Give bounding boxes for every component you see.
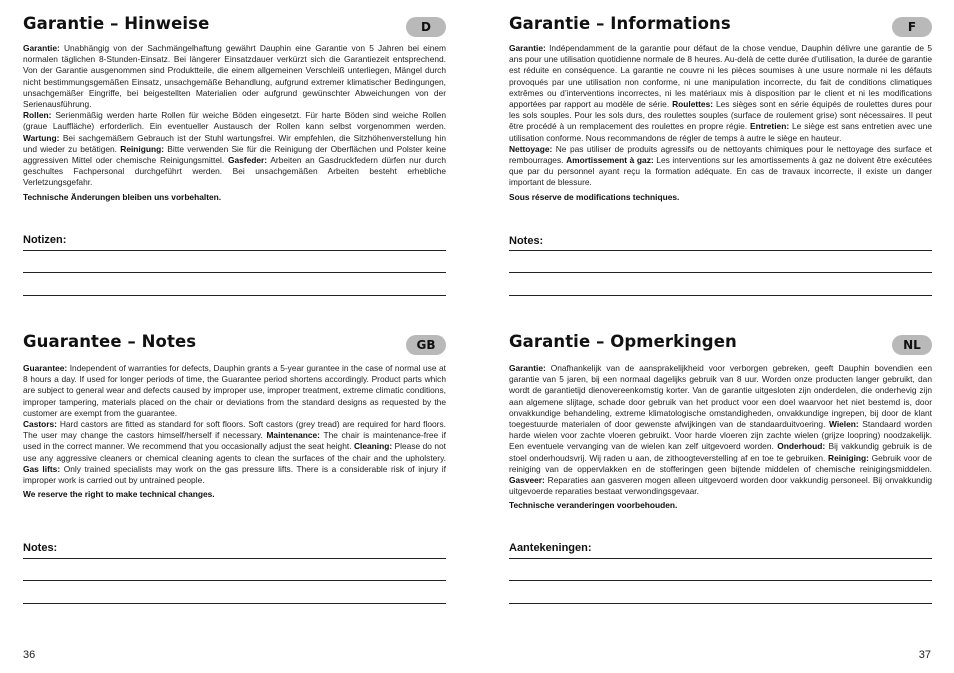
notes-line xyxy=(23,250,446,251)
term-text: Le siège est sans entretien avec une utilisation conforme. Nous recommandons de régler de temps à autre le siège en hauteur. xyxy=(509,121,932,143)
guarantee-text xyxy=(23,363,446,500)
term-label: Castors: xyxy=(23,419,57,430)
term-text: Hard castors are fitted as standard for soft floors. Soft castors (grey tread) are required for hard floors. The user may change the castors himself/herself if necessary. xyxy=(23,419,446,441)
section-title: Garantie – Hinweise xyxy=(23,14,210,33)
language-badge: D xyxy=(406,17,446,37)
term-label: Reiniging: xyxy=(828,452,869,463)
term-label: Entretien: xyxy=(750,121,790,132)
term-text: Ne pas utiliser de produits agressifs ou de nettoyants chimiques pour le nettoyage des surface et rembourrages. xyxy=(509,143,932,166)
notes-label: Notizen: xyxy=(23,234,67,246)
term-label: Cleaning: xyxy=(353,441,393,452)
term-text: Onafhankelijk van de aansprakelijkheid voor verborgen gebreken, geeft Dauphin bovendien een garantie van 5 jaren, bij een normaal dagelijks gebruik van 8 uur. Worden onze producten langer gebruikt, dan wordt de garantietijd dienovereenkomstig korter. Van de garantie uitgesloten zijn onderdelen, die onderhevig zijn aan algemene slijtage, schade door gebruik van het product voor een doel waarvoor het niet bestemd is, door onvakkundige behandeling, extreme klimatologische omstandigheden, onvakkundige ingrepen, bij door de klant toegestuurde materialen of door gewenste afwijkingen van de standaarduitvoering. xyxy=(509,363,932,430)
term-label: Reinigung: xyxy=(120,143,164,154)
notes-line xyxy=(509,580,932,581)
term-text: Gebruik voor de reiniging van de oppervlakken en de stofferingen geen bijtende middelen of chemische reinigingsmiddelen. xyxy=(509,452,932,474)
term-text: Standaard worden harde wielen voor zachte vloeren gebruikt. Voor harde vloeren zijn zachte wielen (grijze loopring) noodzakelijk. Een eventuele vervanging van de wielen kan zelf uitgevoerd worden. xyxy=(509,419,932,452)
term-label: Wartung: xyxy=(23,132,60,143)
term-label: Roulettes: xyxy=(672,99,714,110)
term-label: Rollen: xyxy=(23,110,52,121)
notes-line xyxy=(23,558,446,559)
guarantee-text xyxy=(509,43,932,203)
notes-line xyxy=(23,272,446,273)
term-text: Bij vakkundig gebruik is de stoel onderhoudsvrij. Wij raden u aan, de zithoogteverstelling af en toe te gebruiken. xyxy=(509,441,932,463)
notes-line xyxy=(23,295,446,296)
term-label: Wielen: xyxy=(828,419,859,430)
term-label: Onderhoud: xyxy=(777,441,826,452)
language-badge: NL xyxy=(892,335,932,355)
reservation-note: Technische veranderingen voorbehouden. xyxy=(509,500,678,511)
section-gb xyxy=(23,332,446,607)
language-badge: GB xyxy=(406,335,446,355)
section-nl xyxy=(509,332,932,607)
term-text: Les interventions sur les amortissements à gaz ne doivent être exécutées que par du personnel ayant reçu la formation adéquate. En cas de travaux incorrecte, il existe un danger important de blessure. xyxy=(509,155,932,188)
term-text: Indépendamment de la garantie pour défaut de la chose vendue, Dauphin délivre une garantie de 5 ans pour une utilisation quotidienne normale de 8 heures. Au-delà de cette durée d’utilisation, la durée de garantie est réduite en conséquence. La garantie ne couvre ni les pièces soumises à une usure normale ni les défauts provoqués par une utilisation non conforme, ni une manipulation incorrecte, du fait de conditions climatiques extrêmes ou d’interventions incorrectes, ni les matériaux mis à disposition par le client et ni les modifications apportées par rapport au modèle de série. xyxy=(509,43,932,110)
term-label: Guarantee: xyxy=(23,363,68,373)
term-label: Garantie: xyxy=(23,43,60,53)
term-text: Reparaties aan gasveren mogen alleen uitgevoerd worden door vakkundig personeel. Bij onvakkundig uitgevoerde reparaties bestaat verwondingsgevaar. xyxy=(509,475,932,497)
guarantee-text xyxy=(509,363,932,512)
notes-line xyxy=(509,272,932,273)
notes-line xyxy=(509,250,932,251)
term-label: Gasveer: xyxy=(509,475,545,486)
term-label: Gasfeder: xyxy=(227,155,268,166)
term-text: The chair is maintenance-free if used in the correct manner. We recommend that you occasionally adjust the seat height. xyxy=(23,430,446,452)
notes-line xyxy=(509,558,932,559)
section-title: Guarantee – Notes xyxy=(23,332,197,351)
reservation-note: Sous réserve de modifications techniques. xyxy=(509,191,680,202)
term-text: Only trained specialists may work on the gas pressure lifts. There is a considerable risk of injury if improper work is carried out by untrained people. xyxy=(23,463,446,486)
page-number-right: 37 xyxy=(918,649,931,661)
term-label: Maintenance: xyxy=(266,430,320,441)
guarantee-text xyxy=(23,43,446,203)
term-label: Amortissement à gaz: xyxy=(566,155,654,166)
language-badge: F xyxy=(892,17,932,37)
reservation-note: Technische Änderungen bleiben uns vorbehalten. xyxy=(23,191,222,202)
notes-line xyxy=(509,603,932,604)
section-fr xyxy=(509,14,932,299)
term-text: Arbeiten an Gasdruckfedern dürfen nur durch geschultes Fachpersonal durchgeführt werden. Bei unsachgemäßen Arbeiten besteht erhebliche Verletzungsgefahr. xyxy=(23,155,446,188)
term-label: Gas lifts: xyxy=(23,463,61,474)
term-text: Unabhängig von der Sachmängelhaftung gewährt Dauphin eine Garantie von 5 Jahren bei einem normalen täglichen 8-Stunden-Einsatz. Bei längerer Einsatzdauer verkürzt sich die Garantiezeit entsprechend. Von der Garantie ausgenommen sind Produktteile, die einem allgemeinen Verschleiß unterliegen, Mängel durch nicht bestimmungsgemäßen Einsatz, unsachgemäße Behandlung, aufgrund extremer klimatischer Bedingungen, unsachgemäßer Eingriffe, bei beigestellten Materialien oder aufgrund gewünschter Abweichungen von der Serienausführung. xyxy=(23,43,446,110)
term-label: Garantie: xyxy=(509,43,546,53)
section-title: Garantie – Opmerkingen xyxy=(509,332,737,351)
term-label: Nettoyage: xyxy=(509,143,553,154)
notes-label: Notes: xyxy=(509,235,544,247)
notes-label: Notes: xyxy=(23,542,58,554)
term-text: Les sièges sont en série équipés de roulettes dures pour les sols souples. Pour les sols durs, des roulettes souples (surface de roulement grise) sont nécessaires. Il peut être procédé à un remplacement des roulettes en propre régie. xyxy=(509,99,932,132)
notes-line xyxy=(23,580,446,581)
term-text: Independent of warranties for defects, Dauphin grants a 5-year gurantee in the case of normal use at 8 hours a day. If used for longer periods of time, the Guarantee period shortens accordingly. Product parts which are subject to general wear and defects caused by improper use, improper treatment, extreme climatic conditions, improper tampering, materials placed on the chair or deviations from the standard designs as requested by the customer are exempt from the guarantee. xyxy=(23,363,446,418)
section-title: Garantie – Informations xyxy=(509,14,731,33)
term-text: Serienmäßig werden harte Rollen für weiche Böden eingesetzt. Für harte Böden sind weiche Rollen (graue Lauffläche) erforderlich. Ein eventueller Austausch der Rollen kann selbst vorgenommen werden. xyxy=(23,110,446,132)
notes-line xyxy=(509,295,932,296)
term-text: Please do not use any aggressive cleaners or chemical cleaning agents to clean the surfaces of the chair and the upholstery. xyxy=(23,441,446,463)
notes-label: Aantekeningen: xyxy=(509,542,592,554)
term-label: Garantie: xyxy=(509,363,546,373)
term-text: Bitte verwenden Sie für die Reinigung der Oberflächen und Polster keine aggressiven Mittel oder chemische Reinigungsmittel. xyxy=(23,143,446,166)
reservation-note: We reserve the right to make technical changes. xyxy=(23,489,215,500)
term-text: Bei sachgemäßem Gebrauch ist der Stuhl wartungsfrei. Wir empfehlen, die Sitzhöhenverstellung hin und wieder zu betätigen. xyxy=(23,132,446,154)
notes-line xyxy=(23,603,446,604)
section-de xyxy=(23,14,446,299)
page-number-left: 36 xyxy=(23,649,36,661)
